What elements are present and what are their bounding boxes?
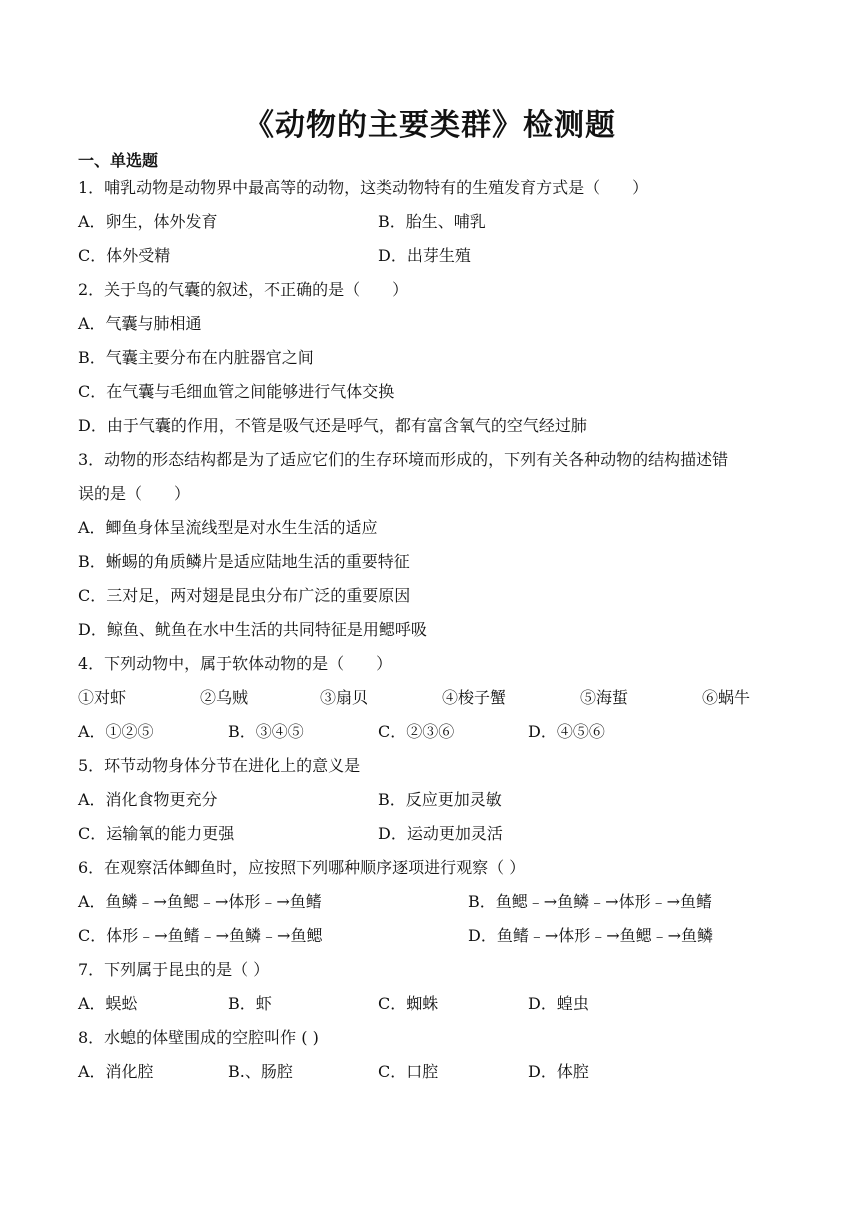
- q1-option-b[interactable]: B．胎生、哺乳: [378, 212, 486, 231]
- question-6-stem: 6．在观察活体鲫鱼时，应按照下列哪种顺序逐项进行观察（ ）: [78, 858, 526, 877]
- q4-item-2: ②乌贼: [200, 688, 249, 707]
- q2-option-b[interactable]: B．气囊主要分布在内脏器官之间: [78, 348, 314, 367]
- q7-option-c[interactable]: C．蜘蛛: [378, 994, 439, 1013]
- q8-option-d[interactable]: D．体腔: [528, 1062, 589, 1081]
- q8-option-a[interactable]: A．消化腔: [78, 1062, 154, 1081]
- q4-item-3: ③扇贝: [320, 688, 369, 707]
- q3-option-a[interactable]: A．鲫鱼身体呈流线型是对水生生活的适应: [78, 518, 378, 537]
- q4-item-5: ⑤海蜇: [580, 688, 629, 707]
- q5-option-a[interactable]: A．消化食物更充分: [78, 790, 218, 809]
- q7-option-d[interactable]: D．蝗虫: [528, 994, 589, 1013]
- q6-option-a[interactable]: A．鱼鳞﹣→鱼鳃﹣→体形﹣→鱼鳍: [78, 892, 322, 911]
- q2-option-d[interactable]: D．由于气囊的作用，不管是吸气还是呼气，都有富含氧气的空气经过肺: [78, 416, 587, 435]
- question-2-stem: 2．关于鸟的气囊的叙述，不正确的是（ ）: [78, 280, 409, 299]
- q3-option-c[interactable]: C．三对足，两对翅是昆虫分布广泛的重要原因: [78, 586, 411, 605]
- question-3-stem: 3．动物的形态结构都是为了适应它们的生存环境而形成的，下列有关各种动物的结构描述错: [78, 450, 729, 469]
- q6-option-d[interactable]: D．鱼鳍﹣→体形﹣→鱼鳃﹣→鱼鳞: [468, 926, 714, 945]
- q5-option-c[interactable]: C．运输氧的能力更强: [78, 824, 235, 843]
- page-title: 《动物的主要类群》检测题: [244, 108, 616, 143]
- q1-option-a[interactable]: A．卵生，体外发育: [78, 212, 218, 231]
- q4-option-a[interactable]: A．①②⑤: [78, 722, 154, 741]
- question-5-stem: 5．环节动物身体分节在进化上的意义是: [78, 756, 361, 775]
- q2-option-c[interactable]: C．在气囊与毛细血管之间能够进行气体交换: [78, 382, 395, 401]
- q7-option-b[interactable]: B．虾: [228, 994, 272, 1013]
- q1-option-d[interactable]: D．出芽生殖: [378, 246, 471, 265]
- question-1-stem: 1．哺乳动物是动物界中最高等的动物，这类动物特有的生殖发育方式是（ ）: [78, 178, 649, 197]
- q8-option-b[interactable]: B.、肠腔: [228, 1062, 293, 1081]
- q6-option-c[interactable]: C．体形﹣→鱼鳍﹣→鱼鳞﹣→鱼鳃: [78, 926, 323, 945]
- q5-option-b[interactable]: B．反应更加灵敏: [378, 790, 502, 809]
- q4-item-1: ①对虾: [78, 688, 127, 707]
- section-heading: 一、单选题: [78, 151, 159, 170]
- q4-option-d[interactable]: D．④⑤⑥: [528, 722, 605, 741]
- q5-option-d[interactable]: D．运动更加灵活: [378, 824, 503, 843]
- q2-option-a[interactable]: A．气囊与肺相通: [78, 314, 202, 333]
- q3-option-d[interactable]: D．鲸鱼、鱿鱼在水中生活的共同特征是用鳃呼吸: [78, 620, 427, 639]
- question-4-stem: 4．下列动物中，属于软体动物的是（ ）: [78, 654, 393, 673]
- q3-option-b[interactable]: B．蜥蜴的角质鳞片是适应陆地生活的重要特征: [78, 552, 410, 571]
- q6-option-b[interactable]: B．鱼鳃﹣→鱼鳞﹣→体形﹣→鱼鳍: [468, 892, 712, 911]
- question-8-stem: 8．水螅的体壁围成的空腔叫作 ( ): [78, 1028, 319, 1047]
- q8-option-c[interactable]: C．口腔: [378, 1062, 439, 1081]
- q4-option-b[interactable]: B．③④⑤: [228, 722, 304, 741]
- question-3-stem-cont: 误的是（ ）: [78, 484, 191, 503]
- question-7-stem: 7．下列属于昆虫的是（ ）: [78, 960, 270, 979]
- q4-item-4: ④梭子蟹: [442, 688, 507, 707]
- q4-item-6: ⑥蜗牛: [702, 688, 751, 707]
- q1-option-c[interactable]: C．体外受精: [78, 246, 171, 265]
- q7-option-a[interactable]: A．蜈蚣: [78, 994, 138, 1013]
- q4-option-c[interactable]: C．②③⑥: [378, 722, 455, 741]
